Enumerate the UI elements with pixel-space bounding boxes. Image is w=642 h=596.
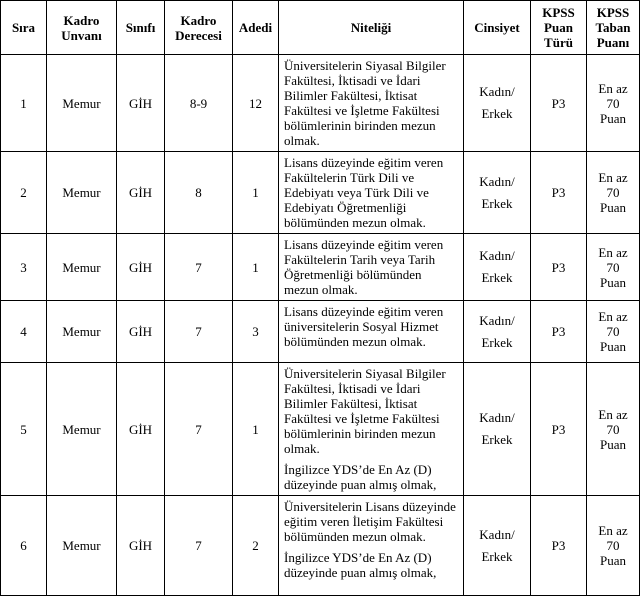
header-sinifi: Sınıfı	[117, 1, 165, 55]
cell-sinif: GİH	[117, 234, 165, 301]
cell-adet: 12	[233, 55, 279, 152]
header-kpss-taban-puani: KPSS Taban Puanı	[587, 1, 640, 55]
cell-sira: 4	[1, 301, 47, 363]
cell-adet: 1	[233, 363, 279, 496]
cell-unvan: Memur	[47, 496, 117, 596]
table-row	[1, 363, 640, 496]
header-adedi: Adedi	[233, 1, 279, 55]
cell-sira: 2	[1, 152, 47, 234]
cell-taban-puan: En az 70 Puan	[587, 152, 640, 234]
cell-unvan: Memur	[47, 363, 117, 496]
cell-unvan: Memur	[47, 152, 117, 234]
cell-derece: 7	[165, 496, 233, 596]
cell-derece: 7	[165, 363, 233, 496]
cell-cinsiyet: Kadın/ Erkek	[464, 152, 531, 234]
cell-cinsiyet: Kadın/ Erkek	[464, 496, 531, 596]
cell-unvan: Memur	[47, 301, 117, 363]
cell-sinif: GİH	[117, 496, 165, 596]
cell-sinif: GİH	[117, 301, 165, 363]
cell-nitelik: Üniversitelerin Siyasal Bilgiler Fakültesi, İktisadi ve İdari Bilimler Fakültesi, İktisat Fakültesi ve İşletme Fakültesi bölümlerinin birinden mezun olmak. İngilizce YDS’de En Az (D) düzeyinde puan almış olmak,	[279, 363, 464, 496]
cell-cinsiyet: Kadın/ Erkek	[464, 363, 531, 496]
cell-cinsiyet: Kadın/ Erkek	[464, 234, 531, 301]
cell-adet: 1	[233, 234, 279, 301]
cell-adet: 3	[233, 301, 279, 363]
cell-puan-turu: P3	[531, 234, 587, 301]
header-cinsiyet: Cinsiyet	[464, 1, 531, 55]
table-row	[1, 152, 640, 234]
table-row	[1, 496, 640, 596]
cell-adet: 1	[233, 152, 279, 234]
cell-sinif: GİH	[117, 55, 165, 152]
cell-unvan: Memur	[47, 234, 117, 301]
cell-nitelik: Üniversitelerin Siyasal Bilgiler Fakültesi, İktisadi ve İdari Bilimler Fakültesi, İktisat Fakültesi ve İşletme Fakültesi bölümlerinin birinden mezun olmak.	[279, 55, 464, 152]
cell-taban-puan: En az 70 Puan	[587, 234, 640, 301]
cell-puan-turu: P3	[531, 55, 587, 152]
cell-puan-turu: P3	[531, 363, 587, 496]
header-kpss-puan-turu: KPSS Puan Türü	[531, 1, 587, 55]
cell-puan-turu: P3	[531, 301, 587, 363]
cell-sira: 1	[1, 55, 47, 152]
cell-nitelik: Lisans düzeyinde eğitim veren Fakültelerin Tarih veya Tarih Öğretmenliği bölümünden mezun olmak.	[279, 234, 464, 301]
table-row	[1, 301, 640, 363]
cell-derece: 8-9	[165, 55, 233, 152]
header-kadro-unvani: Kadro Unvanı	[47, 1, 117, 55]
table-row	[1, 234, 640, 301]
cell-taban-puan: En az 70 Puan	[587, 301, 640, 363]
cell-adet: 2	[233, 496, 279, 596]
cell-derece: 7	[165, 234, 233, 301]
cell-nitelik: Lisans düzeyinde eğitim veren Fakültelerin Türk Dili ve Edebiyatı veya Türk Dili ve Edebiyatı Öğretmenliği bölümünden mezun olmak.	[279, 152, 464, 234]
cell-derece: 8	[165, 152, 233, 234]
cell-derece: 7	[165, 301, 233, 363]
cell-sira: 6	[1, 496, 47, 596]
cell-nitelik: Üniversitelerin Lisans düzeyinde eğitim veren İletişim Fakültesi bölümünden mezun olmak. İngilizce YDS’de En Az (D) düzeyinde puan almış olmak,	[279, 496, 464, 596]
cell-unvan: Memur	[47, 55, 117, 152]
cell-taban-puan: En az 70 Puan	[587, 363, 640, 496]
cell-sira: 3	[1, 234, 47, 301]
table-row	[1, 55, 640, 152]
cell-taban-puan: En az 70 Puan	[587, 55, 640, 152]
header-niteligi: Niteliği	[279, 1, 464, 55]
cell-puan-turu: P3	[531, 496, 587, 596]
header-row	[1, 1, 640, 55]
cell-taban-puan: En az 70 Puan	[587, 496, 640, 596]
cell-sinif: GİH	[117, 363, 165, 496]
cell-cinsiyet: Kadın/ Erkek	[464, 55, 531, 152]
cell-nitelik: Lisans düzeyinde eğitim veren üniversitelerin Sosyal Hizmet bölümünden mezun olmak.	[279, 301, 464, 363]
cell-sinif: GİH	[117, 152, 165, 234]
cell-sira: 5	[1, 363, 47, 496]
cell-puan-turu: P3	[531, 152, 587, 234]
header-kadro-derecesi: Kadro Derecesi	[165, 1, 233, 55]
cell-cinsiyet: Kadın/ Erkek	[464, 301, 531, 363]
header-sira: Sıra	[1, 1, 47, 55]
